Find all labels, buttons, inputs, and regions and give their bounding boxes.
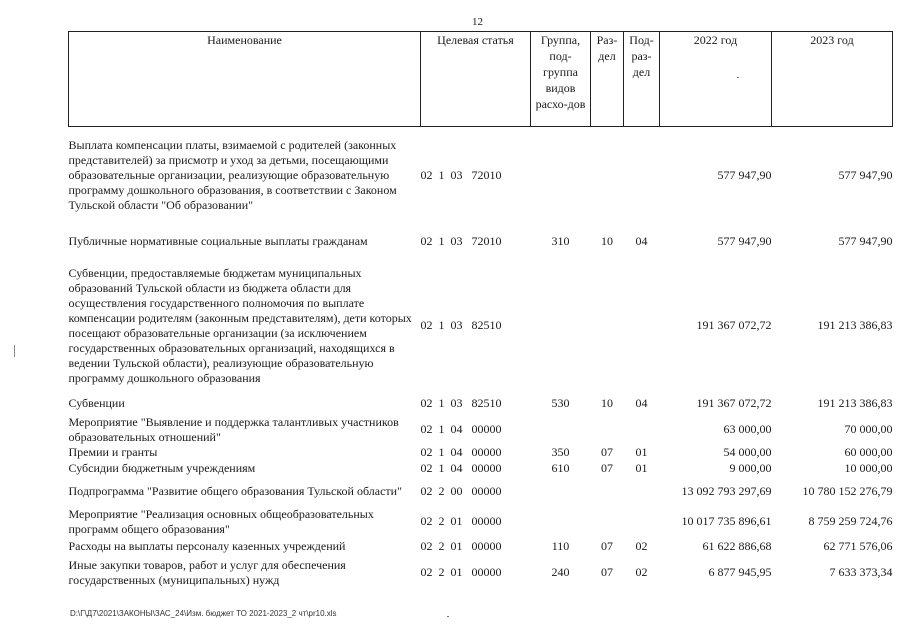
row-group: 110 — [551, 539, 570, 553]
row-value-2022: 61 622 886,68 — [702, 539, 772, 553]
row-target-code: 02 1 03 82510 — [420, 318, 502, 332]
scan-mark — [14, 345, 15, 357]
row-target-code: 02 2 01 00000 — [420, 565, 502, 579]
file-path: D:\Г\Д7\2021\ЗАКОНЫ\ЗАС_24\Изм. бюджет ТО 2021-2023_2 чт\pr10.xls — [70, 609, 337, 618]
row-value-2023: 70 000,00 — [844, 422, 893, 436]
header-2022: 2022 год — [660, 32, 772, 127]
page-number: 12 — [472, 16, 483, 28]
row-name: Премии и гранты — [68, 445, 158, 459]
row-subsection — [624, 127, 660, 225]
row-value-2022: 577 947,90 — [717, 168, 772, 183]
row-name: Подпрограмма "Развитие общего образования Тульской области" — [68, 484, 402, 498]
row-value-2022: 63 000,00 — [723, 422, 772, 436]
row-subsection — [624, 477, 660, 507]
row-name: Расходы на выплаты персоналу казенных учреждений — [68, 539, 346, 553]
row-target-code: 02 1 03 72010 — [420, 168, 502, 183]
row-value-2023: 10 780 152 276,79 — [802, 484, 893, 498]
row-value-2023: 577 947,90 — [838, 168, 893, 183]
row-value-2023: 10 000,00 — [844, 461, 893, 475]
table-row — [69, 415, 893, 445]
row-subsection — [624, 507, 660, 537]
row-value-2023: 191 213 386,83 — [817, 396, 893, 410]
row-name: Выплата компенсации платы, взимаемой с родителей (законных представителей) за присмотр и уход за детьми, посещающими образовательные организации, реализующие образовательную программу дошкольного образования, в соответствии с Законом Тульской области "Об образовании" — [68, 138, 397, 213]
budget-table — [68, 31, 893, 589]
row-name: Субвенции, предоставляемые бюджетам муниципальных образований Тульской области из бюджета области для осуществления государственного полномочия по выплате компенсации родителям (законным представителям), дети которых посещают образовательные организации (за исключением государственных образовательных организаций, находящихся в ведении Тульской области), реализующие образовательную программу дошкольного образования — [68, 265, 412, 385]
row-name: Публичные нормативные социальные выплаты гражданам — [68, 234, 368, 248]
row-target-code: 02 2 00 00000 — [420, 484, 502, 498]
table-row — [69, 507, 893, 537]
row-value-2022: 577 947,90 — [717, 234, 772, 248]
table-row — [69, 537, 893, 557]
row-group — [531, 477, 591, 507]
table-row — [69, 557, 893, 589]
row-target-code: 02 1 03 82510 — [420, 396, 502, 410]
row-value-2023: 8 759 259 724,76 — [808, 514, 893, 528]
row-group — [531, 507, 591, 537]
row-section: 07 — [601, 539, 613, 553]
row-value-2022: 191 367 072,72 — [696, 318, 772, 332]
row-name: Мероприятие "Выявление и поддержка талантливых участников образовательных отношений" — [68, 414, 399, 444]
row-target-code: 02 2 01 00000 — [420, 514, 502, 528]
row-value-2023: 62 771 576,06 — [823, 539, 893, 553]
header-section: Раз-дел — [591, 32, 624, 127]
row-section: 10 — [601, 234, 613, 248]
row-value-2023: 7 633 373,34 — [829, 565, 893, 579]
row-value-2022: 13 092 793 297,69 — [681, 484, 772, 498]
row-target-code: 02 1 04 00000 — [420, 422, 502, 436]
row-group: 530 — [551, 396, 570, 410]
table-header — [69, 32, 893, 127]
row-section: 07 — [601, 461, 613, 475]
header-group: Группа, под-группа видов расхо-дов — [531, 32, 591, 127]
row-section: 10 — [601, 396, 613, 410]
row-section — [591, 127, 624, 225]
table-row — [69, 461, 893, 477]
row-subsection: 01 — [635, 445, 648, 459]
row-group: 310 — [551, 234, 570, 248]
row-name: Субвенции — [68, 396, 125, 410]
row-subsection: 01 — [635, 461, 648, 475]
row-target-code: 02 1 03 72010 — [420, 234, 502, 248]
row-section — [591, 259, 624, 393]
row-value-2022: 54 000,00 — [723, 445, 772, 459]
row-group: 240 — [551, 565, 570, 579]
row-value-2022: 10 017 735 896,61 — [681, 514, 772, 528]
row-group — [531, 415, 591, 445]
table-row — [69, 393, 893, 415]
row-section: 07 — [601, 565, 613, 579]
row-value-2023: 60 000,00 — [844, 445, 893, 459]
row-value-2022: 6 877 945,95 — [708, 565, 772, 579]
row-group: 350 — [551, 445, 570, 459]
row-section: 07 — [601, 445, 613, 459]
row-subsection — [624, 415, 660, 445]
header-name: Наименование — [69, 32, 421, 127]
row-subsection: 04 — [635, 234, 648, 248]
table-row — [69, 127, 893, 225]
table-row — [69, 259, 893, 393]
row-value-2023: 191 213 386,83 — [817, 318, 893, 332]
header-subsection: Под-раз-дел — [624, 32, 660, 127]
header-2023: 2023 год — [772, 32, 893, 127]
table-row — [69, 477, 893, 507]
row-name: Мероприятие "Реализация основных общеобразовательных программ общего образования" — [68, 506, 374, 536]
scan-dot — [447, 616, 449, 617]
row-group — [531, 127, 591, 225]
table-row — [69, 225, 893, 259]
row-name: Субсидии бюджетным учреждениям — [68, 461, 256, 475]
scan-dot — [737, 77, 739, 78]
row-subsection: 02 — [635, 539, 648, 553]
row-group — [531, 259, 591, 393]
row-section — [591, 507, 624, 537]
row-value-2022: 9 000,00 — [729, 461, 772, 475]
row-section — [591, 477, 624, 507]
row-target-code: 02 1 04 00000 — [420, 461, 502, 475]
row-subsection — [624, 259, 660, 393]
row-subsection: 04 — [635, 396, 648, 410]
row-target-code: 02 1 04 00000 — [420, 445, 502, 459]
row-value-2022: 191 367 072,72 — [696, 396, 772, 410]
table-row — [69, 445, 893, 461]
row-subsection: 02 — [635, 565, 648, 579]
header-target: Целевая статья — [421, 32, 531, 127]
row-target-code: 02 2 01 00000 — [420, 539, 502, 553]
row-group: 610 — [551, 461, 570, 475]
table-body — [69, 127, 893, 589]
row-section — [591, 415, 624, 445]
row-name: Иные закупки товаров, работ и услуг для обеспечения государственных (муниципальных) нужд — [68, 557, 346, 587]
row-value-2023: 577 947,90 — [838, 234, 893, 248]
